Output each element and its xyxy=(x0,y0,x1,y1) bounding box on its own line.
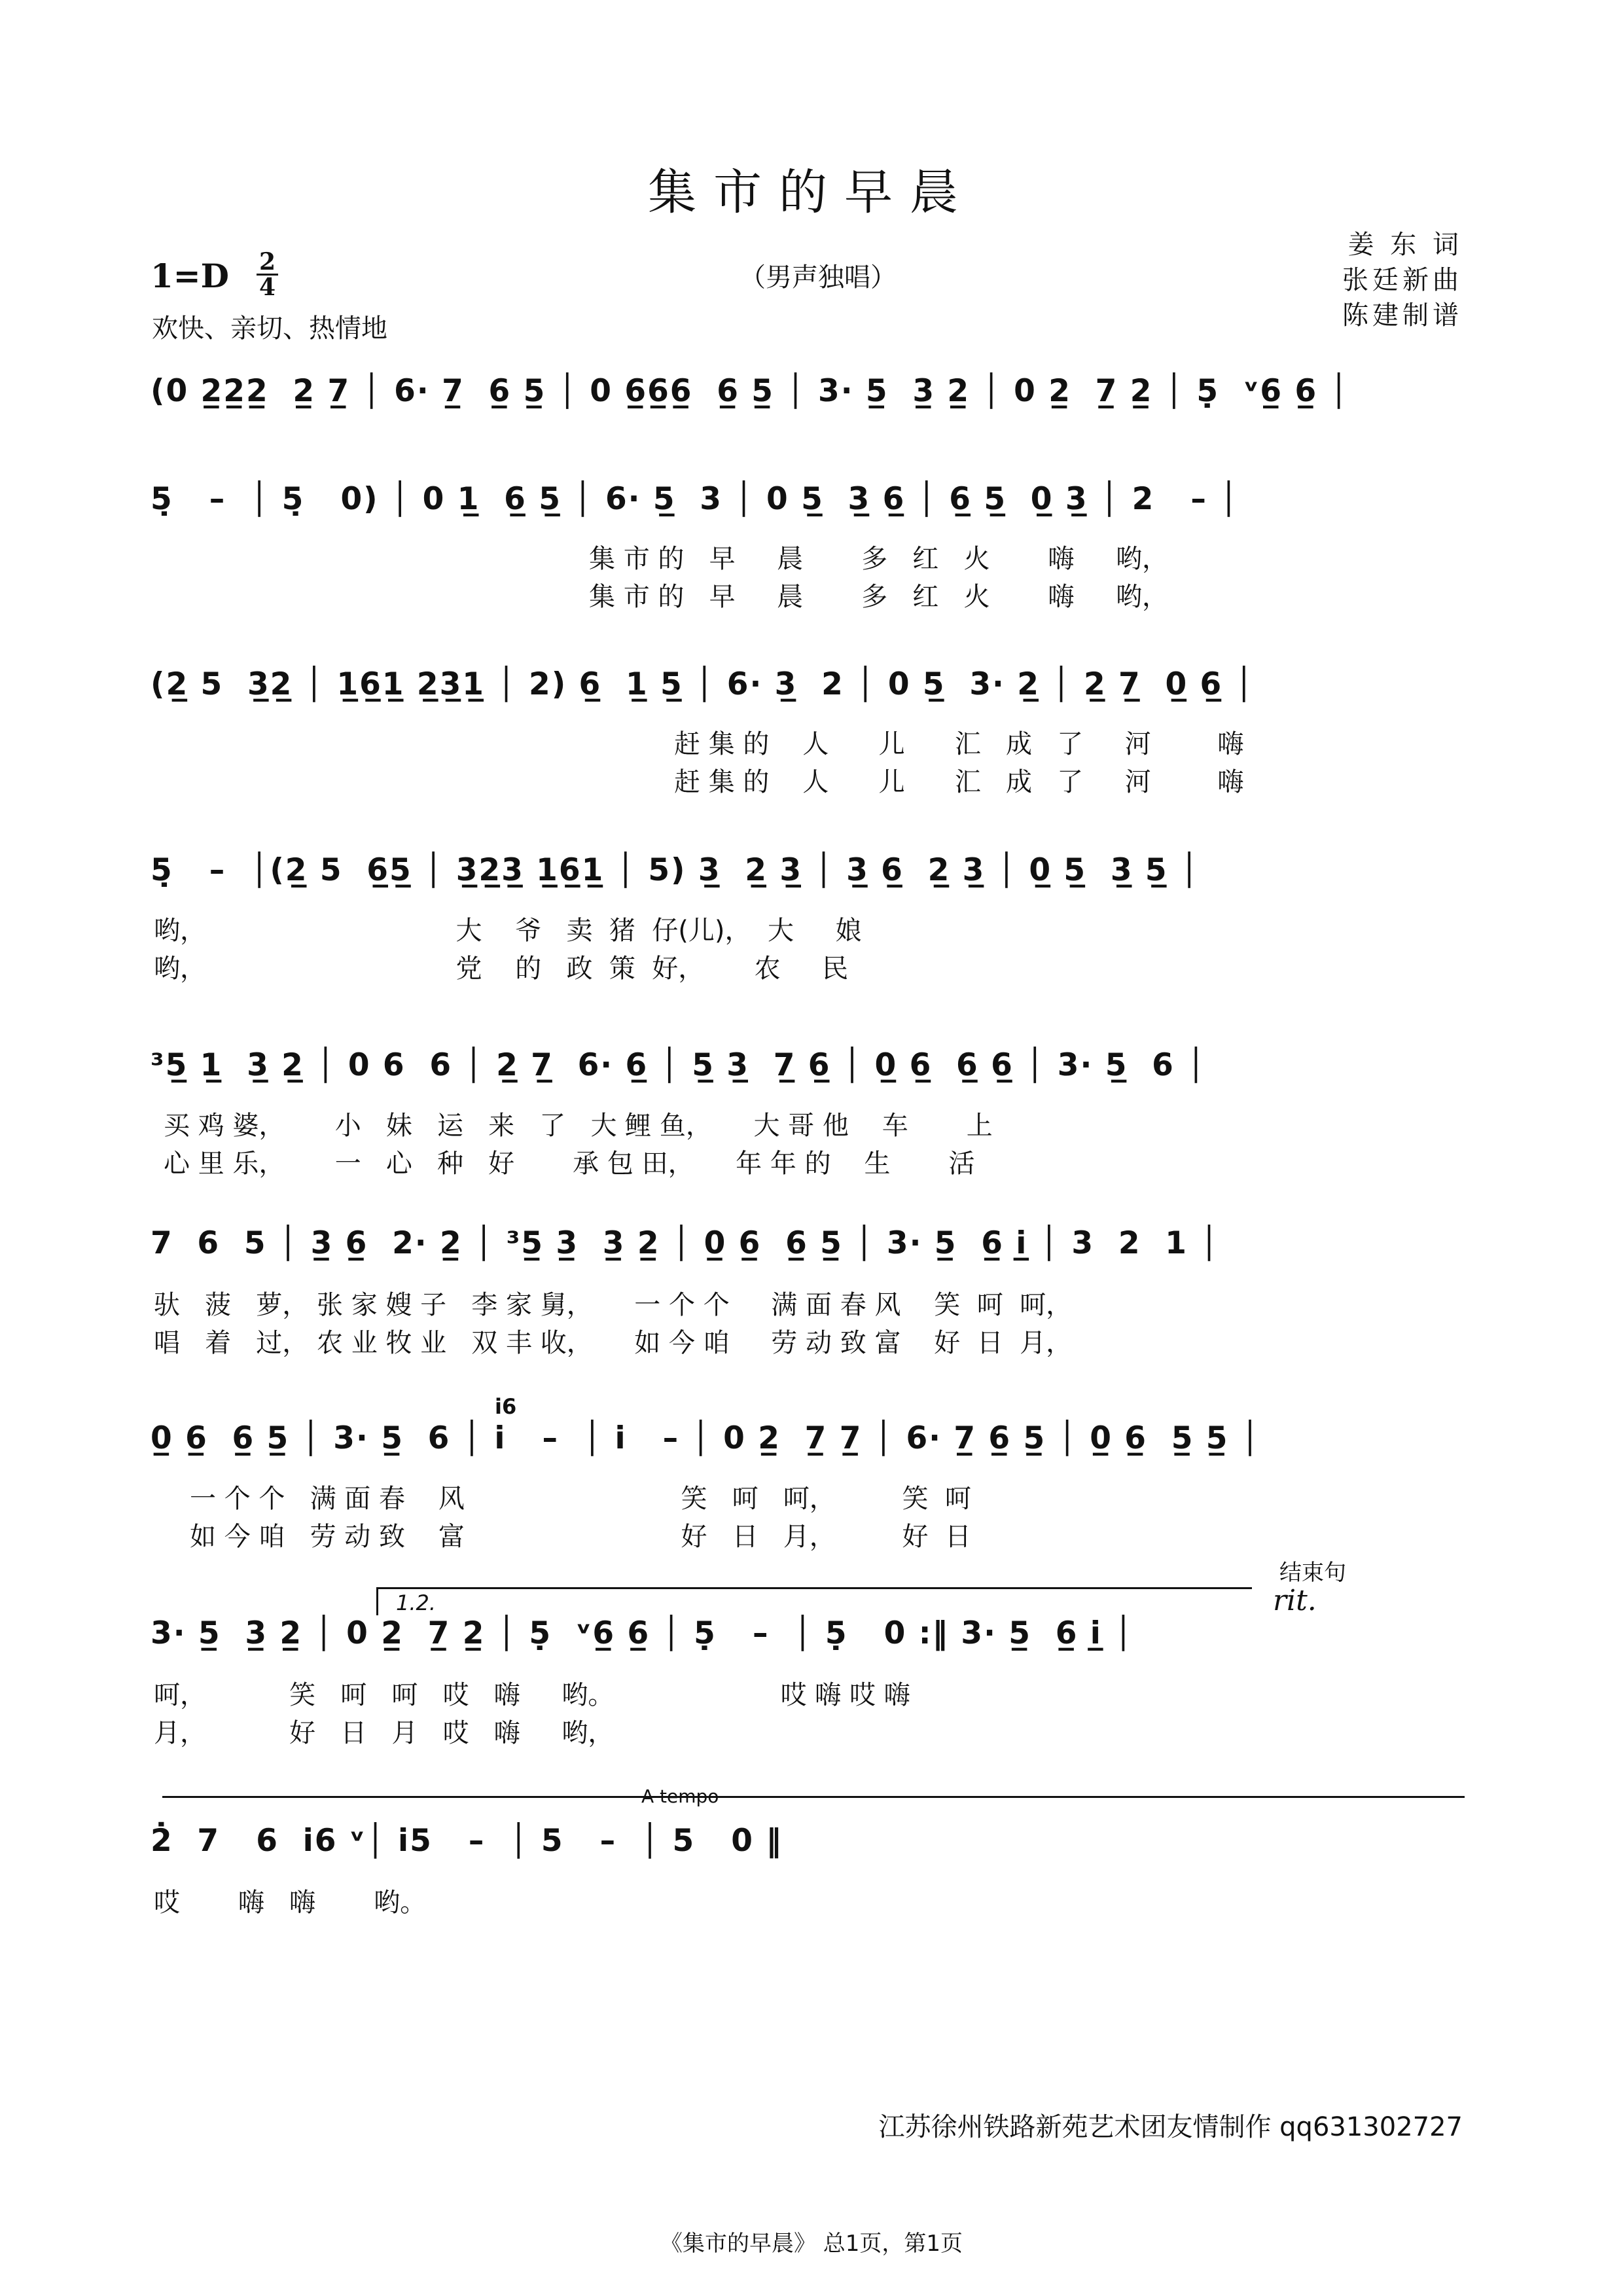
score-row-4-notes: 5̣ – │(2̲ 5 6̲5̲ │ 3̲2̲3̲ 1̲6̲1̲ │ 5) 3̲ 2̲ 3̲ │ 3̲ 6̲ 2̲ 3̲ │ 0̲ 5̲ 3̲ 5̲ │ xyxy=(151,852,1200,888)
time-signature xyxy=(257,250,278,299)
score-row-8-lyrics-2: 月， 好 日 月 哎 嗨 哟， xyxy=(154,1718,615,1748)
score-row-8-notes: 3· 5̲ 3̲ 2̲ │ 0 2̲ 7̲ 2̲ │ 5̣ ᵛ6̲ 6̲ │ 5̣ – │ 5̣ 0 :‖ 3· 5̲ 6̲ i̲ │ xyxy=(151,1615,1134,1651)
score-row-7-lyrics-1: 一 个 个 满 面 春 风 笑 呵 呵， 笑 呵 xyxy=(190,1484,971,1514)
score-row-6-lyrics-2: 唱 着 过， 农 业 牧 业 双 丰 收， 如 今 咱 劳 动 致 富 好 日 月， xyxy=(154,1328,1073,1358)
score-row-3-lyrics-2: 赶 集 的 人 儿 汇 成 了 河 嗨 xyxy=(674,767,1244,797)
volta-bracket xyxy=(376,1587,1252,1615)
composer-credit: 张廷新曲 xyxy=(1342,265,1463,295)
score-row-2-notes: 5̣ – │ 5̣ 0) │ 0 1̲ 6̲ 5̲ │ 6· 5̲ 3 │ 0 5̲ 3̲ 6̲ │ 6̲ 5̲ 0̲ 3̲ │ 2 – │ xyxy=(151,481,1240,517)
ending-phrase-label: 结束句 xyxy=(1279,1560,1346,1586)
score-row-2-lyrics-2: 集 市 的 早 晨 多 红 火 嗨 哟， xyxy=(589,582,1169,612)
score-row-3-notes: (2̲ 5 3̲2̲ │ 1̲6̲1̲ 2̲3̲1̲ │ 2) 6̲ 1̲ 5̲ │ 6· 3̲ 2 │ 0 5̲ 3· 2̲ │ 2̲ 7̲ 0̲ 6̲ │ xyxy=(151,666,1255,702)
score-row-2-lyrics-1: 集 市 的 早 晨 多 红 火 嗨 哟， xyxy=(589,544,1169,574)
transcriber-credit: 陈建制谱 xyxy=(1342,300,1463,331)
expression-marking: 欢快、亲切、热情地 xyxy=(152,314,387,344)
score-row-1-notes: (0 2̲2̲2̲ 2̲ 7̲ │ 6· 7̲ 6̲ 5̲ │ 0 6̲6̲6̲ 6̲ 5̲ │ 3· 5̲ 3̲ 2̲ │ 0 2̲ 7̲ 2̲ │ 5̣ ᵛ6̲ 6̲ │ xyxy=(151,373,1349,409)
score-row-5-lyrics-1: 买 鸡 婆， 小 妹 运 来 了 大 鲤 鱼， 大 哥 他 车 上 xyxy=(164,1111,993,1141)
score-row-8-lyrics-1: 呵， 笑 呵 呵 哎 嗨 哟。 哎 嗨 哎 嗨 xyxy=(154,1680,910,1710)
producer-credit: 江苏徐州铁路新苑艺术团友情制作 qq631302727 xyxy=(878,2112,1463,2142)
time-signature-top: 2 xyxy=(257,250,278,276)
phrase-line xyxy=(162,1796,1465,1798)
volta-label: 1.2. xyxy=(396,1590,437,1615)
score-row-9-notes: 2̇ 7 6 i6 ᵛ│ i5 – │ 5 – │ 5 0 ‖ xyxy=(151,1823,783,1859)
time-signature-bottom: 4 xyxy=(259,274,276,301)
score-row-4-lyrics-1: 哟， 大 爷 卖 猪 仔(儿)， 大 娘 xyxy=(154,916,862,946)
score-row-7-notes: 0̲ 6̲ 6̲ 5̲ │ 3· 5̲ 6 │ i – │ i – │ 0 2̲ 7̲ 7̲ │ 6· 7̲ 6̲ 5̲ │ 0̲ 6̲ 5̲ 5̲ │ xyxy=(151,1420,1261,1456)
score-row-5-notes: ³5̲ 1̲ 3̲ 2̲ │ 0 6 6 │ 2̲ 7̲ 6· 6̲ │ 5̲ 3̲ 7̲ 6̲ │ 0̲ 6̲ 6̲ 6̲ │ 3· 5̲ 6 │ xyxy=(151,1047,1207,1083)
score-row-6-lyrics-1: 驮 菠 萝， 张 家 嫂 子 李 家 舅， 一 个 个 满 面 春 风 笑 呵 呵， xyxy=(154,1290,1073,1320)
score-row-6-notes: 7 6 5 │ 3̲ 6̲ 2· 2̲ │ ³5̲ 3̲ 3̲ 2̲ │ 0̲ 6̲ 6̲ 5̲ │ 3· 5̲ 6̲ i̲ │ 3 2 1 │ xyxy=(151,1225,1220,1261)
score-row-3-lyrics-1: 赶 集 的 人 儿 汇 成 了 河 嗨 xyxy=(674,729,1244,759)
a-tempo-marking: A tempo xyxy=(641,1785,719,1807)
score-row-4-lyrics-2: 哟， 党 的 政 策 好， 农 民 xyxy=(154,954,849,984)
voice-type: （男声独唱） xyxy=(740,262,897,293)
score-row-9-lyrics-1: 哎 嗨 嗨 哟。 xyxy=(154,1888,427,1918)
song-title: 集市的早晨 xyxy=(648,164,975,221)
key-signature: 1=D xyxy=(151,257,230,295)
score-row-5-lyrics-2: 心 里 乐， 一 心 种 好 承 包 田， 年 年 的 生 活 xyxy=(164,1149,975,1179)
ritardando-marking: rit. xyxy=(1273,1584,1317,1617)
score-row-7-lyrics-2: 如 今 咱 劳 动 致 富 好 日 月， 好 日 xyxy=(190,1522,971,1552)
lyricist-credit: 姜 东 词 xyxy=(1347,230,1463,260)
grace-note-marking: i6 xyxy=(495,1394,517,1419)
page-footer: 《集市的早晨》 总1页，第1页 xyxy=(660,2231,963,2257)
